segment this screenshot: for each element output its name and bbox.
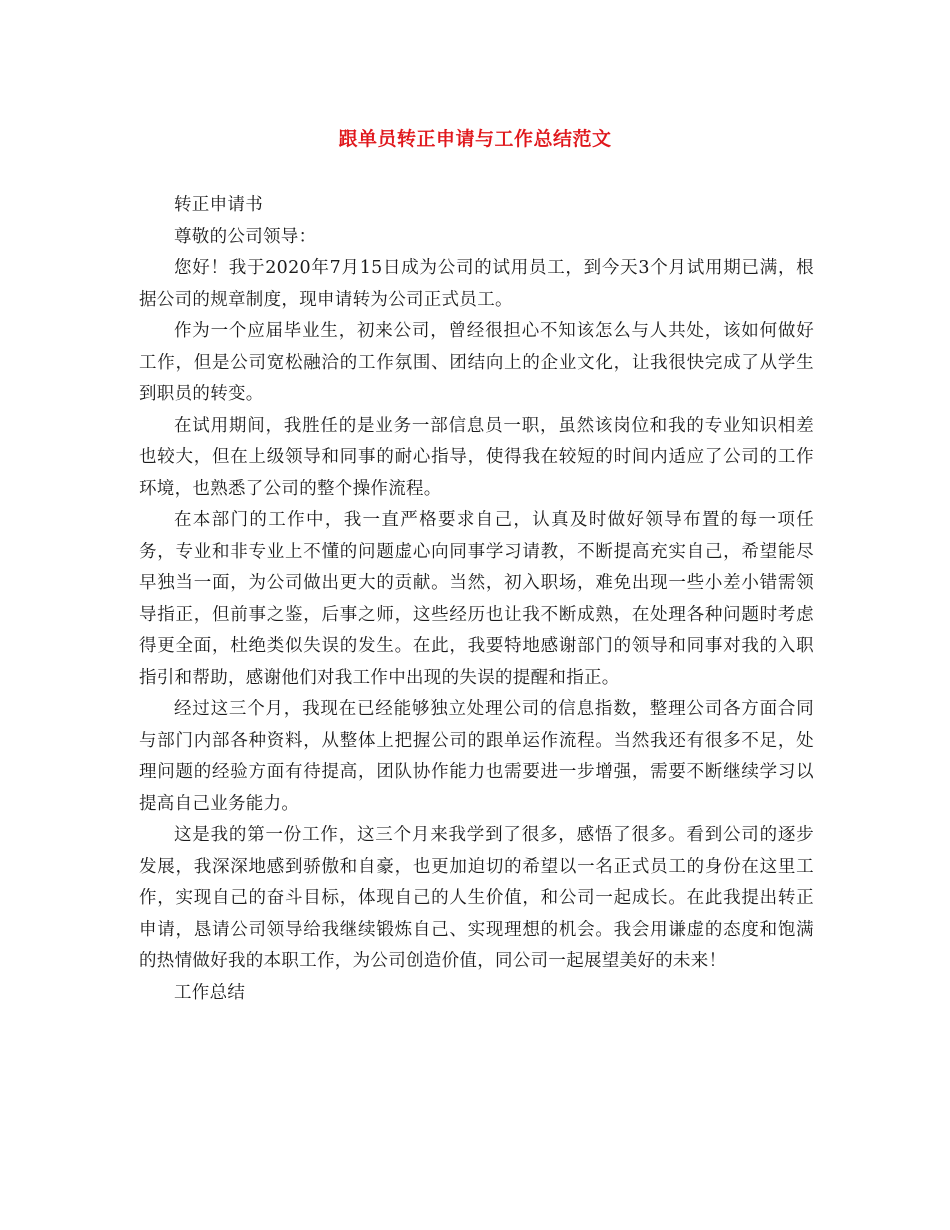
paragraph-progress: 经过这三个月，我现在已经能够独立处理公司的信息指数，整理公司各方面合同与部门内部各种资料，从整体上把握公司的跟单运作流程。当然我还有很多不足，处理问题的经验方面有待提高，团队协作能力也需要进一步增强，需要不断继续学习以提高自己业务能力。 (139, 699, 814, 814)
paragraph-conclusion: 这是我的第一份工作，这三个月来我学到了很多，感悟了很多。看到公司的逐步发展，我深深地感到骄傲和自豪，也更加迫切的希望以一名正式员工的身份在这里工作，实现自己的奋斗目标，体现自己的人生价值，和公司一起成长。在此我提出转正申请，恳请公司领导给我继续锻炼自己、实现理想的机会。我会用谦虚的态度和饱满的热情做好我的本职工作，为公司创造价值，同公司一起展望美好的未来！ (139, 825, 814, 971)
document-body (139, 190, 814, 1009)
paragraph-work-attitude: 在本部门的工作中，我一直严格要求自己，认真及时做好领导布置的每一项任务，专业和非专业上不懂的问题虚心向同事学习请教，不断提高充实自己，希望能尽早独当一面，为公司做出更大的贡献。当然，初入职场，难免出现一些小差小错需领导指正，但前事之鉴，后事之师，这些经历也让我不断成熟，在处理各种问题时考虑得更全面，杜绝类似失误的发生。在此，我要特地感谢部门的领导和同事对我的入职指引和帮助，感谢他们对我工作中出现的失误的提醒和指正。 (139, 510, 814, 688)
paragraph-probation-role: 在试用期间，我胜任的是业务一部信息员一职，虽然该岗位和我的专业知识相差也较大，但在上级领导和同事的耐心指导，使得我在较短的时间内适应了公司的工作环境，也熟悉了公司的整个操作流程。 (139, 415, 814, 499)
salutation: 尊敬的公司领导： (174, 226, 317, 247)
document-title: 跟单员转正申请与工作总结范文 (338, 128, 612, 150)
paragraph-greeting: 您好！我于2020年7月15日成为公司的试用员工，到今天3个月试用期已满，根据公司的规章制度，现申请转为公司正式员工。 (139, 258, 814, 310)
section-heading-summary: 工作总结 (174, 982, 246, 1003)
section-heading-application: 转正申请书 (174, 195, 263, 215)
paragraph-intro: 作为一个应届毕业生，初来公司，曾经很担心不知该怎么与人共处，该如何做好工作，但是公司宽松融洽的工作氛围、团结向上的企业文化，让我很快完成了从学生到职员的转变。 (139, 321, 814, 404)
